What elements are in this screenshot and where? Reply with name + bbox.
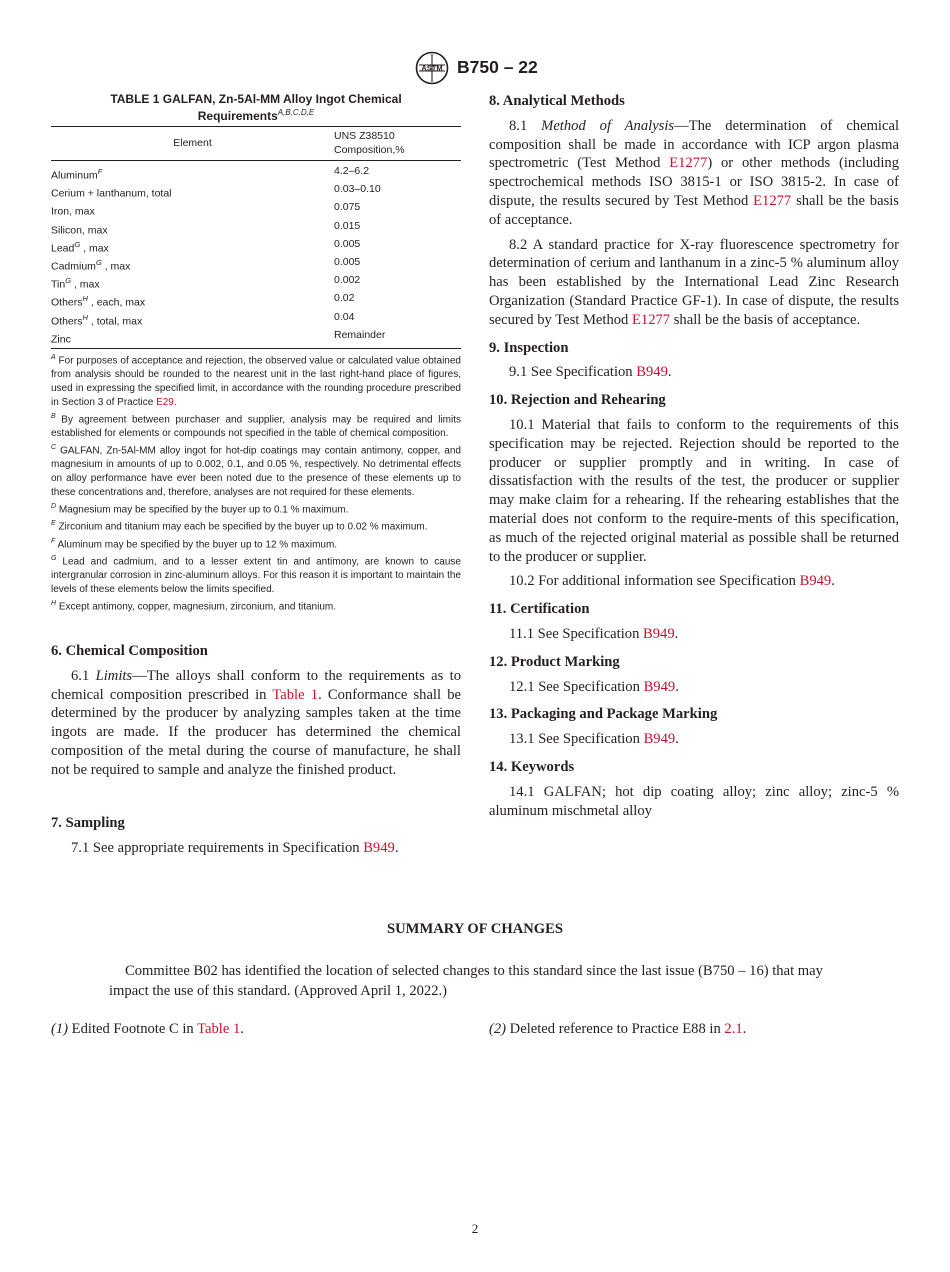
page-header [0, 50, 950, 86]
link-e1277[interactable]: E1277 [669, 155, 708, 172]
footnote-d: $^D$ Magnesium may be specified by the buyer up to 0.1 % maximum. [51, 503, 349, 516]
link-b949[interactable]: B949 [643, 678, 676, 695]
element-cell: Silicon, max [51, 224, 108, 237]
summary-text: Committee B02 has identified the location of selected changes to this standard since the last issue (B750 – 16) that may impact the use of this standard. (Approved April 1, 2022.) [109, 963, 823, 999]
table-title-text: TABLE 1 GALFAN, Zn-5Al-MM Alloy Ingot Chemical Requirements [110, 92, 402, 123]
section-6-heading: 6. Chemical Composition [51, 643, 208, 659]
link-b949[interactable]: B949 [643, 731, 676, 748]
change-item-2: (2) Deleted reference to Practice E88 in 2.1. [489, 1021, 747, 1037]
section-12-1: 12.1 See Specification B949. [509, 678, 679, 695]
section-12-heading: 12. Product Marking [489, 653, 620, 670]
section-8-heading: 8. Analytical Methods [489, 93, 625, 109]
section-7-heading: 7. Sampling [51, 815, 125, 831]
section-7 [51, 814, 461, 858]
section-11-1: 11.1 See Specification B949. [509, 625, 679, 642]
footnote-f: $^F$ Aluminum may be specified by the buyer up to 12 % maximum. [51, 537, 338, 550]
page-number: 2 [471, 1221, 479, 1236]
column-header-comp-unit: Composition,% [334, 144, 405, 156]
table-title-footnote-marks: A,B,C,D,E [277, 108, 315, 117]
left-column [51, 92, 461, 614]
table-row [51, 201, 461, 219]
column-header-uns: UNS Z38510 [334, 130, 395, 142]
section-8-2: 8.2 A standard practice for X-ray fluorescence spectrometry for determination of cerium and lanthanum in a zinc-5 % aluminum alloy has been established by the International Lead Zinc Research Organization (Standard Practice GF-1). In case of dispute, the results secured by Test Method E1277 shall be the basis of acceptance. [489, 236, 899, 328]
element-cell: Cadmium$^G$ , max [51, 258, 131, 273]
value-cell: 0.02 [334, 292, 355, 305]
section-8-1: 8.1 Method of Analysis—The determination of chemical composition shall be made in accordance with ICP argon plasma spectrometric (Test Method E1277) or other methods (including spectrochemical methods ISO 3815-1 or ISO 3815-2. In case of dispute, the results secured by Test Method E1277 shall be the basis of acceptance. [489, 117, 899, 228]
element-cell: Aluminum$^F$ [51, 167, 103, 182]
logo-text: ASTM [421, 63, 443, 73]
element-cell: Zinc [51, 329, 334, 349]
table-row [51, 220, 461, 238]
element-cell: Tin$^G$ , max [51, 276, 100, 291]
table-footnotes [51, 351, 461, 614]
section-9-1: 9.1 See Specification B949. [509, 364, 672, 381]
link-b949[interactable]: B949 [799, 573, 832, 590]
section-10-1: 10.1 Material that fails to conform to the requirements of this specification may be rejected. Rejection should be reported to the producer or supplier promptly and in writing. In case of dissatisfaction with the results of the test, the producer or supplier may make claim for a rehearing. If the rehearing establishes that the material does not conform to the require-ments of this specification, as much of the rejected original material as possible shall be returned to the producer or supplier. [489, 416, 899, 565]
link-e1277[interactable]: E1277 [753, 192, 792, 209]
value-cell: Remainder [334, 329, 461, 349]
table-row [51, 238, 461, 256]
section-6 [51, 642, 461, 780]
value-cell: 0.005 [334, 256, 361, 269]
table-row [51, 161, 461, 184]
section-14-heading: 14. Keywords [489, 758, 575, 775]
astm-logo-icon [414, 51, 450, 85]
link-b949[interactable]: B949 [643, 625, 675, 642]
table-row [51, 183, 461, 201]
element-cell: Iron, max [51, 205, 95, 218]
link-e1277[interactable]: E1277 [632, 311, 671, 328]
change-item-1: (1) Edited Footnote C in Table 1. [51, 1021, 244, 1037]
right-column [489, 92, 899, 820]
footnote-c: $^C$ GALFAN, Zn-5Al-MM alloy ingot for hot-dip coatings may contain antimony, copper, and magnesium in amounts of up to 0.002, 0.1, and 0.05 %, respectively. No detrimental effects on alloy performance have ever been noted due to the presence of these elements up to these concentrations and, therefore, analyses are not required for these elements. [51, 444, 461, 499]
table-row [51, 329, 461, 349]
section-10-2: 10.2 For additional information see Specification B949. [509, 573, 835, 590]
summary-title: SUMMARY OF CHANGES [387, 921, 563, 937]
footnote-h: $^H$ Except antimony, copper, magnesium, zirconium, and titanium. [51, 599, 337, 613]
footnote-e: $^E$ Zirconium and titanium may each be specified by the buyer up to 0.02 % maximum. [51, 520, 428, 533]
element-cell: Others$^H$ , each, max [51, 294, 146, 309]
element-cell: Others$^H$ , total, max [51, 312, 143, 328]
value-cell: 0.03–0.10 [334, 183, 381, 196]
value-cell: 0.002 [334, 274, 361, 287]
footnote-g: $^G$ Lead and cadmium, and to a lesser extent tin and antimony, are known to cause intergranular corrosion in zinc-aluminum alloys. For this reason it is important to maintain the levels of these elements below the limits specified. [51, 554, 461, 595]
link-b949[interactable]: B949 [363, 839, 395, 856]
link-table-1[interactable]: Table 1 [197, 1021, 241, 1037]
link-section-2-1[interactable]: 2.1 [724, 1021, 743, 1037]
footnote-a: $^A$ For purposes of acceptance and rejection, the observed value or calculated value obtained from analysis should be rounded to the nearest unit in the last right-hand place of figures, used in expressing the specified limit, in accordance with the rounding procedure prescribed in Section 3 of Practice E29. [51, 354, 461, 409]
table-row [51, 274, 461, 292]
section-11-heading: 11. Certification [489, 601, 590, 618]
section-6-1: 6.1 Limits—The alloys shall conform to the requirements as to chemical composition prescribed in Table 1. Conformance shall be determined by the producer by analyzing samples taken at the time ingots are made. If the producer has determined the chemical composition of the metal during the course of manufacture, he shall not be required to sample and analyze the finished product. [51, 667, 462, 778]
element-cell: Cerium + lanthanum, total [51, 187, 172, 200]
element-cell: Lead$^G$ , max [51, 239, 109, 255]
table-row [51, 311, 461, 329]
link-b949[interactable]: B949 [636, 364, 668, 381]
section-13-1: 13.1 See Specification B949. [509, 731, 679, 748]
document-title: B750 – 22 [457, 57, 538, 77]
link-e29[interactable]: E29 [156, 397, 174, 409]
value-cell: 0.04 [334, 310, 355, 323]
table-row [51, 256, 461, 274]
footnote-b: $^B$ By agreement between purchaser and supplier, analysis may be required and limits established for elements or compounds not specified in the table of chemical composition. [51, 412, 461, 440]
column-header-element: Element [51, 127, 334, 161]
value-cell: 0.015 [334, 219, 361, 232]
table-title [51, 92, 461, 123]
link-table-1[interactable]: Table 1 [272, 686, 319, 703]
value-cell: 4.2–6.2 [334, 165, 370, 177]
section-14-1: 14.1 GALFAN; hot dip coating alloy; zinc alloy; zinc-5 % aluminum mischmetal alloy [489, 783, 899, 819]
value-cell: 0.075 [334, 201, 361, 214]
column-header-composition [334, 127, 461, 161]
composition-table [51, 126, 461, 349]
section-9-heading: 9. Inspection [489, 339, 569, 356]
value-cell: 0.005 [334, 237, 361, 250]
table-row [51, 292, 461, 310]
section-13-heading: 13. Packaging and Package Marking [489, 706, 718, 723]
section-10-heading: 10. Rejection and Rehearing [489, 392, 666, 409]
section-7-1: 7.1 See appropriate requirements in Specification B949. [71, 839, 399, 856]
